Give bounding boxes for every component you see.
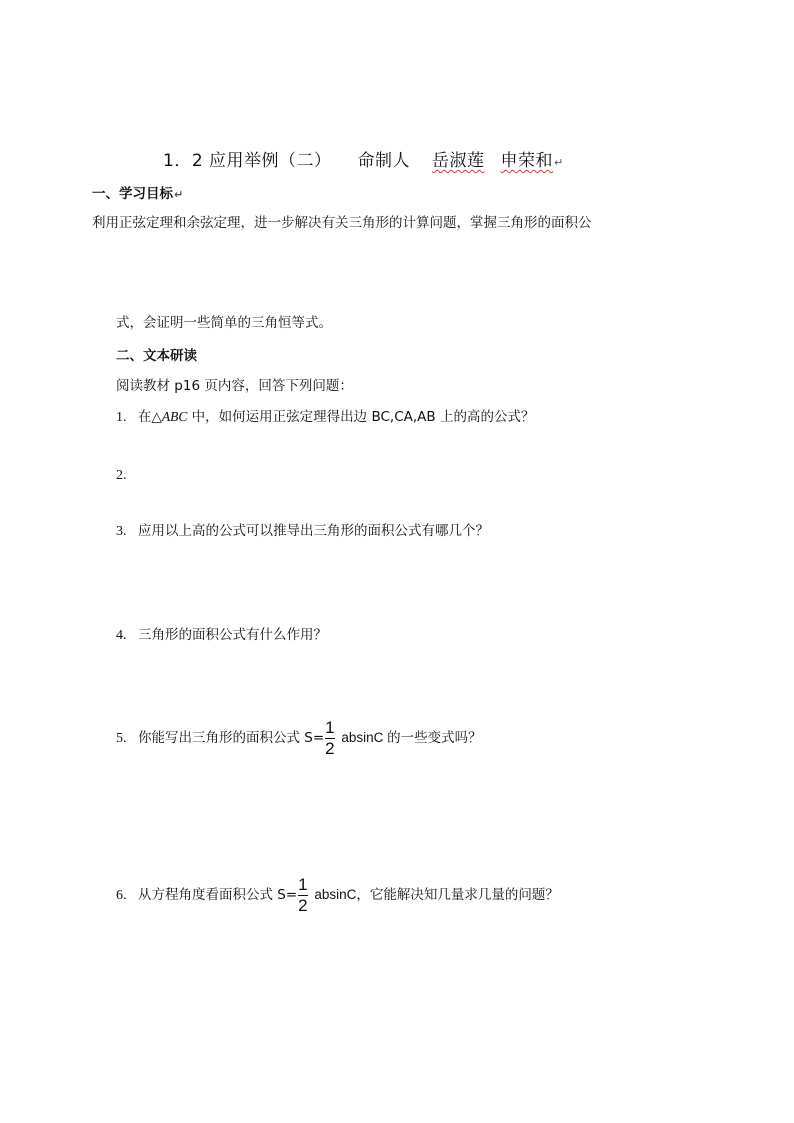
question-2: [116, 467, 138, 484]
section-heading-reading: 二、文本研读: [116, 348, 197, 364]
question-number: 6.: [116, 888, 127, 904]
question-4: 4. 三角形的面积公式有什么作用？: [116, 627, 327, 643]
objective-text-line-1: 利用正弦定理和余弦定理，进一步解决有关三角形的计算问题，掌握三角形的面积公: [92, 215, 592, 231]
lesson-title: 1．2 应用举例（二）: [163, 151, 332, 171]
question-number: 3.: [116, 524, 127, 539]
question-6: 6. 从方程角度看面积公式 S= $\frac{1}{2}$ absinC，它能解决知几量求几量的问题？: [116, 875, 559, 915]
paragraph-mark-icon: ↵: [174, 188, 184, 201]
fraction-one-half: $\frac{1}{2}$: [298, 875, 308, 915]
author-label: 命制人: [357, 151, 411, 171]
question-3: 3. 应用以上高的公式可以推导出三角形的面积公式有哪几个？: [116, 523, 489, 539]
question-number: 4.: [116, 628, 127, 643]
reading-instruction: 阅读教材 p16 页内容，回答下列问题：: [116, 378, 353, 394]
question-number: 5.: [116, 731, 127, 747]
fraction-one-half: $\frac{1}{2}$: [325, 718, 335, 758]
author-name-1: 岳淑莲: [432, 151, 485, 171]
objective-text-line-2: 式，会证明一些简单的三角恒等式。: [116, 315, 332, 331]
triangle-abc: ABC: [161, 409, 188, 424]
question-number: 1.: [116, 410, 127, 425]
question-1: 1. 在△ABC 中，如何运用正弦定理得出边 BC,CA,AB 上的高的公式？: [116, 409, 535, 425]
question-number: 2.: [116, 468, 127, 483]
question-5: 5. 你能写出三角形的面积公式 S= $\frac{1}{2}$ absinC 的一些变式吗？: [116, 718, 482, 758]
paragraph-mark-icon: ↵: [554, 156, 564, 169]
page-title: [163, 146, 564, 171]
section-heading-objectives: 一、学习目标↵: [92, 186, 184, 202]
author-name-2: 申荣和: [500, 151, 554, 171]
